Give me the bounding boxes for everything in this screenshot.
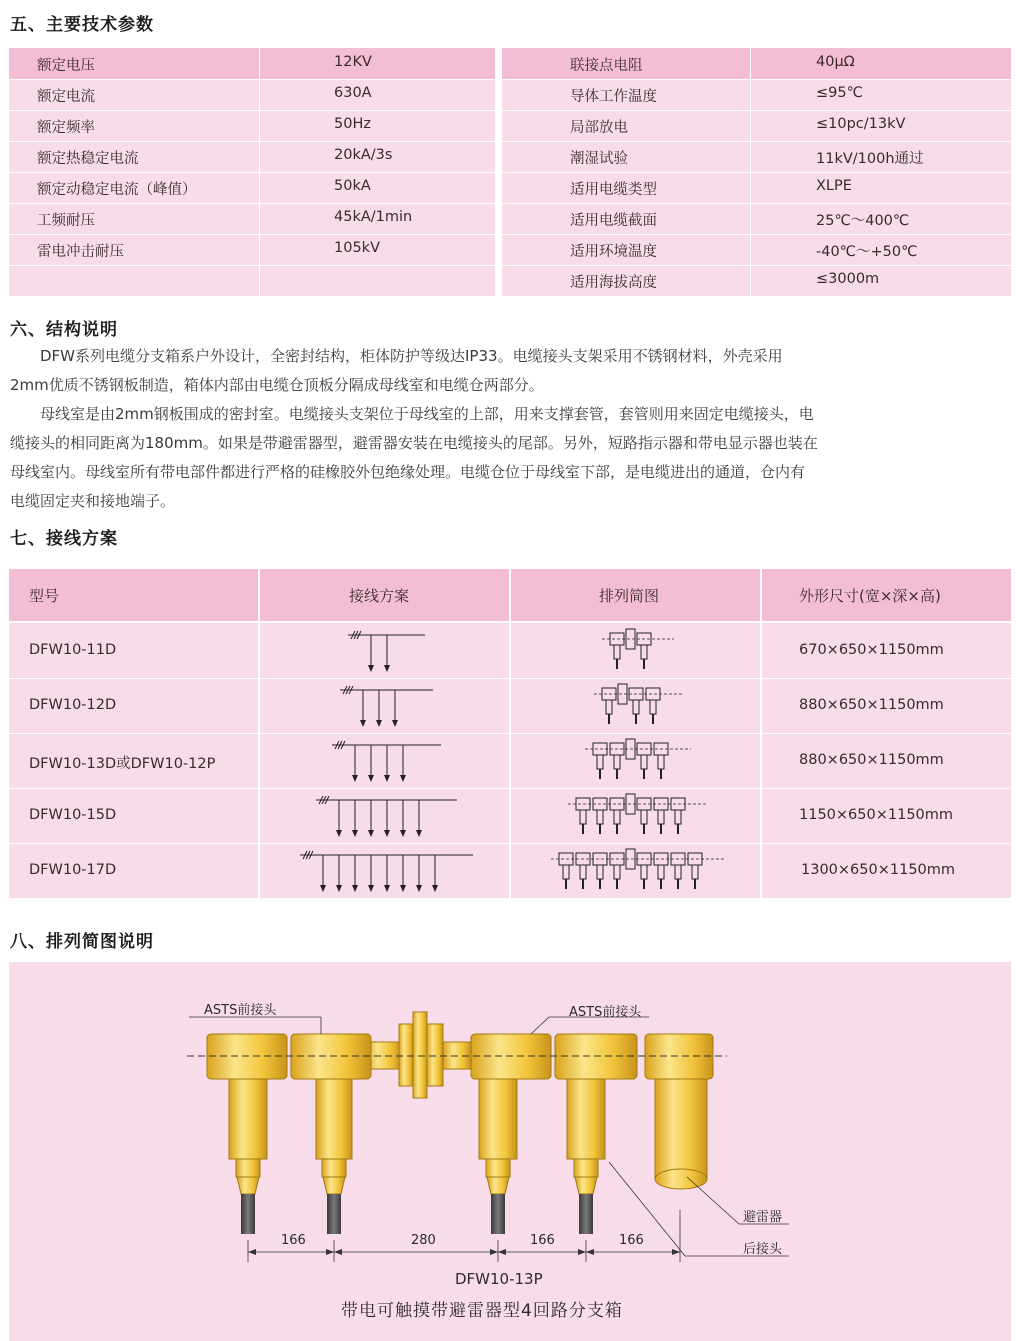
spec-name: 适用电缆截面	[570, 213, 657, 229]
wiring-scheme-icon	[311, 790, 477, 840]
spec-table-right	[502, 48, 1011, 296]
section-title-layout: 八、排列简图说明	[10, 932, 154, 952]
spec-value: ≤10pc/13kV	[816, 116, 906, 132]
spec-name: 局部放电	[570, 120, 628, 136]
table-row	[9, 678, 1011, 734]
spec-value: 40μΩ	[816, 54, 855, 70]
layout-mini-icon	[602, 625, 676, 677]
spec-row	[9, 110, 495, 142]
dim-166-a: 166	[281, 1233, 306, 1248]
spec-value: 50Hz	[334, 116, 371, 132]
spec-value: 11kV/100h通过	[816, 151, 924, 167]
spec-row	[9, 234, 495, 266]
spec-row	[9, 79, 495, 111]
spec-name: 额定动稳定电流（峰值）	[37, 182, 197, 198]
wiring-scheme-icon	[335, 680, 453, 730]
dim-166-b: 166	[530, 1233, 555, 1248]
spec-row	[9, 48, 495, 80]
spec-name: 适用环境温度	[570, 244, 657, 260]
header-layout: 排列简图	[599, 587, 660, 605]
connector-4	[555, 1034, 637, 1234]
diagram-model: DFW10-13P	[455, 1270, 543, 1288]
connector-1	[207, 1034, 287, 1234]
wiring-scheme-icon	[295, 845, 493, 895]
dimension-line	[248, 1210, 680, 1262]
spec-row	[502, 48, 1011, 80]
header-dimensions: 外形尺寸(宽×深×高)	[799, 587, 941, 605]
spec-name: 联接点电阻	[570, 58, 643, 74]
dimension-cell: 880×650×1150mm	[799, 752, 944, 768]
spec-value: ≤3000m	[816, 271, 880, 287]
spec-row	[9, 141, 495, 173]
table-row	[9, 788, 1011, 844]
arrester	[645, 1034, 713, 1189]
dimension-cell: 1150×650×1150mm	[799, 807, 954, 823]
flange	[413, 1012, 427, 1098]
section-title-wiring: 七、接线方案	[10, 529, 118, 549]
section-title-specs: 五、主要技术参数	[10, 15, 154, 35]
model-cell: DFW10-15D	[29, 807, 117, 823]
spec-value: 45kA/1min	[334, 209, 413, 225]
spec-name: 额定电压	[37, 58, 95, 74]
spec-row	[502, 110, 1011, 142]
structure-p1-l1: DFW系列电缆分支箱系户外设计，全密封结构，柜体防护等级达IP33。电缆接头支架采用不锈钢材料，外壳采用	[40, 347, 783, 365]
label-front-connector-1: ASTS前接头	[204, 1003, 277, 1018]
table-row	[9, 623, 1011, 679]
spec-name: 工频耐压	[37, 213, 95, 229]
header-model: 型号	[29, 587, 60, 605]
spec-name: 额定频率	[37, 120, 95, 136]
spec-value: 105kV	[334, 240, 380, 256]
flange	[427, 1024, 443, 1086]
spec-name: 雷电冲击耐压	[37, 244, 124, 260]
table-row	[9, 733, 1011, 789]
spec-row	[9, 265, 495, 297]
spec-value: XLPE	[816, 178, 852, 194]
structure-p2-l3: 母线室内。母线室所有带电部件都进行严格的硅橡胶外包绝缘处理。电缆仓位于母线室下部，是电缆进出的通道，仓内有	[10, 463, 806, 481]
layout-mini-icon	[551, 845, 727, 897]
layout-mini-icon	[585, 735, 693, 787]
spec-name: 潮湿试验	[570, 151, 628, 167]
model-cell: DFW10-11D	[29, 642, 117, 658]
connector-2	[291, 1034, 371, 1234]
spec-row	[9, 203, 495, 235]
spec-value: 12KV	[334, 54, 372, 70]
label-arrester: 避雷器	[743, 1210, 783, 1225]
spec-table-left	[9, 48, 495, 296]
connector-3	[471, 1034, 551, 1234]
wiring-table	[9, 569, 1011, 899]
spec-value: 20kA/3s	[334, 147, 393, 163]
structure-p2-l4: 电缆固定夹和接地端子。	[10, 492, 176, 510]
spec-row	[502, 203, 1011, 235]
spec-row	[9, 172, 495, 204]
spec-name: 导体工作温度	[570, 89, 657, 105]
dim-280: 280	[411, 1233, 436, 1248]
dimension-cell: 880×650×1150mm	[799, 697, 944, 713]
model-cell: DFW10-17D	[29, 862, 117, 878]
table-row	[9, 843, 1011, 899]
spec-row	[502, 265, 1011, 297]
label-front-connector-2: ASTS前接头	[569, 1005, 642, 1020]
section-title-structure: 六、结构说明	[10, 320, 118, 340]
spec-row	[502, 141, 1011, 173]
wiring-scheme-icon	[327, 735, 461, 785]
spec-name: 额定电流	[37, 89, 95, 105]
model-cell: DFW10-13D或DFW10-12P	[29, 756, 216, 772]
structure-p1-l2: 2mm优质不锈钢板制造，箱体内部由电缆仓顶板分隔成母线室和电缆仓两部分。	[10, 376, 544, 394]
diagram-caption: 带电可触摸带避雷器型4回路分支箱	[341, 1301, 623, 1321]
structure-p2-l2: 缆接头的相同距离为180mm。如果是带避雷器型，避雷器安装在电缆接头的尾部。另外，短路指示器和带电显示器也装在	[10, 434, 818, 452]
layout-mini-icon	[594, 680, 685, 732]
dimension-cell: 670×650×1150mm	[799, 642, 944, 658]
structure-text	[10, 342, 1010, 516]
dim-166-c: 166	[619, 1233, 644, 1248]
flange	[399, 1024, 413, 1086]
structure-p2-l1: 母线室是由2mm钢板围成的密封室。电缆接头支架位于母线室的上部，用来支撑套管，套管则用来固定电缆接头，电	[40, 405, 814, 423]
header-scheme: 接线方案	[349, 587, 410, 605]
spec-value: 630A	[334, 85, 372, 101]
spec-name: 适用电缆类型	[570, 182, 657, 198]
wiring-scheme-icon	[343, 625, 445, 675]
spec-value: -40℃～+50℃	[816, 244, 918, 260]
layout-diagram	[9, 962, 1011, 1341]
spec-row	[502, 172, 1011, 204]
dimension-cell: 1300×650×1150mm	[801, 862, 956, 878]
layout-mini-icon	[568, 790, 710, 842]
spec-row	[502, 79, 1011, 111]
label-rear-connector: 后接头	[743, 1242, 783, 1257]
spec-value: 25℃～400℃	[816, 213, 910, 229]
model-cell: DFW10-12D	[29, 697, 117, 713]
spec-row	[502, 234, 1011, 266]
spec-value: ≤95℃	[816, 85, 863, 101]
spec-name: 额定热稳定电流	[37, 151, 139, 167]
spec-value: 50kA	[334, 178, 371, 194]
spec-name: 适用海拔高度	[570, 275, 657, 291]
